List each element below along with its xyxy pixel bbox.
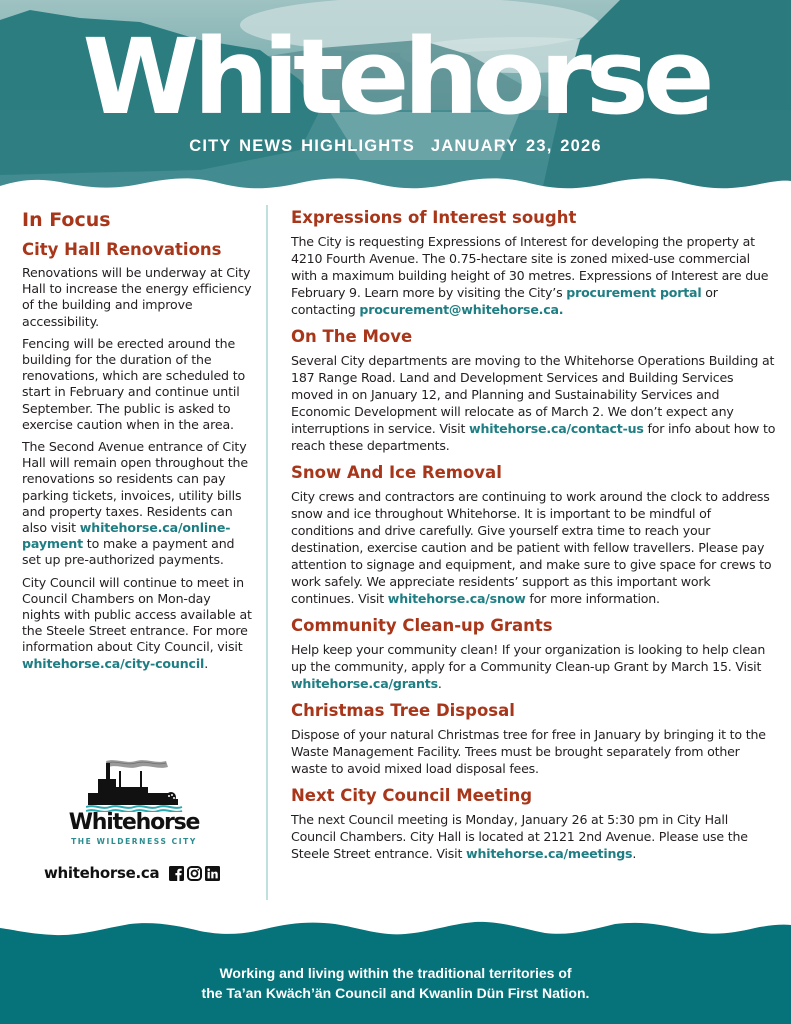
in-focus-heading: In Focus [22,209,111,231]
facebook-icon[interactable] [169,866,184,881]
news-item-expressions-of-interest [291,207,776,318]
sternwheeler-boat-icon [86,757,186,812]
news-item-council-meeting [291,785,776,862]
column-divider [266,205,268,900]
issue-date: JANUARY 23, 2026 [430,137,602,155]
newsletter-name: CITY NEWS HIGHLIGHTS [189,137,415,155]
news-item-heading: Expressions of Interest sought [291,208,577,227]
paragraph: City Council will continue to meet in Council Chambers on Mon-day nights with public access available at the Steele Street entrance. For more information about City Council, visit whitehorse.ca/city-council. [22,574,252,671]
in-focus-column [22,207,252,678]
meetings-link[interactable]: whitehorse.ca/meetings [466,846,633,861]
news-item-clean-up-grants [291,615,776,692]
website-and-social [44,862,220,884]
news-item-body: The City is requesting Expressions of Interest for developing the property at 4210 Fourth Avenue. The 0.75-hectare site is zoned mixed-use commercial with a maximum building height of 30 metres. Expressions of Interest are due February 9. Learn more by visiting the City’s procurement portal or contacting procurement@whitehorse.ca. [291,234,769,317]
news-item-body: Several City departments are moving to the Whitehorse Operations Building at 187 Range Road. Land and Development Services and Building Services moved in on January 12, and Planning and Sustainability Services and Economic Development will relocate as of March 2. We don’t expect any interruptions in service. Visit whitehorse.ca/contact-us for info about how to reach these departments. [291,353,776,453]
header-banner [0,0,791,200]
city-council-link[interactable]: whitehorse.ca/city-council [22,655,205,671]
news-item-snow-removal [291,462,776,607]
paragraph: The Second Avenue entrance of City Hall will remain open throughout the renovations so residents can pay parking tickets, invoices, utility bills and property taxes. Residents can also visit whitehorse.ca/online-payment to make a payment and set up pre-authorized payments. [22,439,248,568]
paragraph: Fencing will be erected around the building for the duration of the renovations, which are scheduled to start in February and continue until September. The public is asked to exercise caution when in the area. [22,335,246,432]
procurement-email-link[interactable]: procurement@whitehorse.ca. [359,302,564,317]
snow-link[interactable]: whitehorse.ca/snow [387,591,526,606]
social-icons [169,866,220,881]
news-item-on-the-move [291,326,776,454]
news-column [291,207,776,870]
website-link[interactable]: whitehorse.ca [44,864,160,882]
news-item-heading: Community Clean-up Grants [291,616,553,635]
city-hall-renovations-heading: City Hall Renovations [22,240,222,259]
land-acknowledgement-footer [0,918,791,1024]
news-item-body: Dispose of your natural Christmas tree for free in January by bringing it to the Waste Management Facility. Trees must be brought separately from other waste to avoid mixed load disposal fees. [291,727,766,776]
news-item-christmas-tree [291,700,776,777]
paragraph: Renovations will be underway at City Hall to increase the energy efficiency of the building and improve accessibility. [22,265,252,329]
contact-us-link[interactable]: whitehorse.ca/contact-us [469,421,644,436]
news-item-heading: Snow And Ice Removal [291,463,502,482]
news-item-heading: Christmas Tree Disposal [291,701,515,720]
news-item-heading: Next City Council Meeting [291,786,533,805]
land-acknowledgement: Working and living within the traditional territories of the Ta’an Kwäch’än Council and Kwanlin Dün First Nation. [201,965,590,1001]
logo-tagline: THE WILDERNESS CITY [71,837,197,846]
online-payment-link[interactable]: whitehorse.ca/online-payment [22,520,231,552]
logo-wordmark: Whitehorse [68,810,200,835]
news-item-heading: On The Move [291,327,413,346]
issue-line [0,137,791,156]
masthead-title: Whitehorse [82,16,709,138]
grants-link[interactable]: whitehorse.ca/grants [291,676,438,691]
news-item-body: Help keep your community clean! If your organization is looking to help clean up the community, apply for a Community Clean-up Grant by March 15. Visit whitehorse.ca/grants. [291,642,766,691]
linkedin-icon[interactable] [205,866,220,881]
instagram-icon[interactable] [187,866,202,881]
news-item-body: City crews and contractors are continuing to work around the clock to address snow and ice throughout Whitehorse. It is important to be mindful of conditions and drive carefully. Give yourself extra time to reach your destination, exercise caution and be patient with fellow travellers. Please pay attention to signage and equipment, and make sure to give space for crews to work safely. We appreciate residents’ support as this important work continues. Visit whitehorse.ca/snow for more information. [291,489,772,606]
news-item-body: The next Council meeting is Monday, January 26 at 5:30 pm in City Hall Council Chambers. City Hall is located at 2121 2nd Avenue. Please use the Steele Street entrance. Visit whitehorse.ca/meetings. [291,812,748,861]
procurement-portal-link[interactable]: procurement portal [566,285,702,300]
